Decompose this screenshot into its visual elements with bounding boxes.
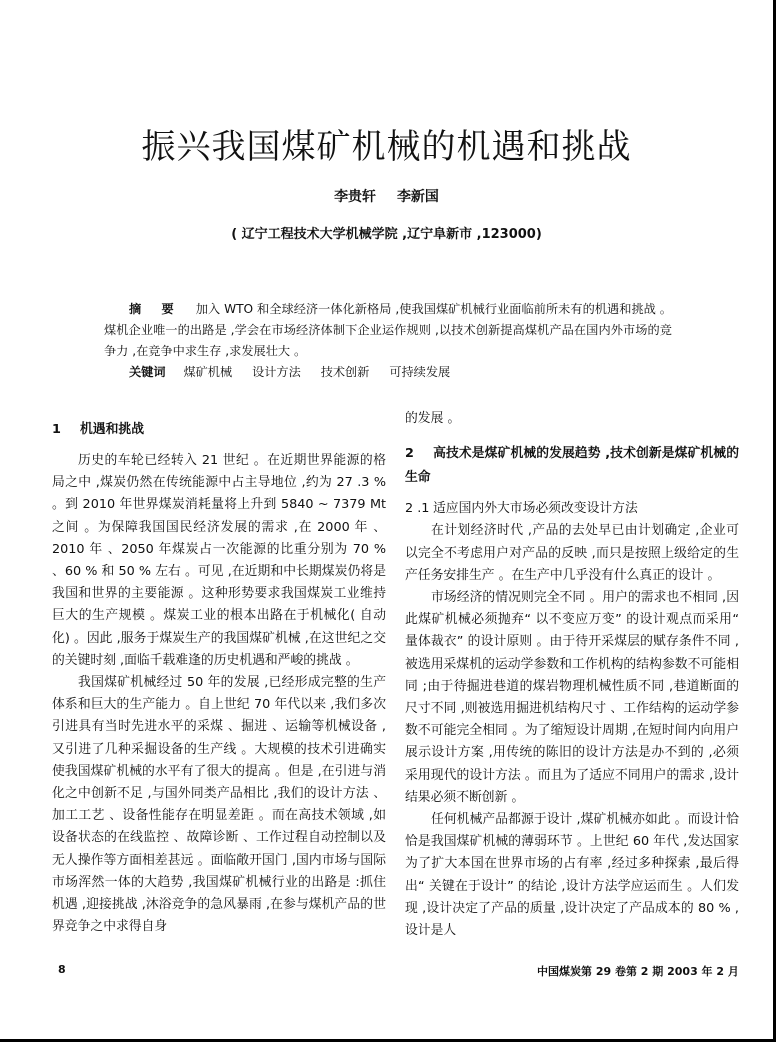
abstract-text: 加入 WTO 和全球经济一体化新格局 ,使我国煤矿机械行业面临前所未有的机遇和挑战 。煤机企业唯一的出路是 ,学会在市场经济体制下企业运作规则 ,以技术创新提高煤机产品在国内外市场的竞争力 ,在竞争中求生存 ,求发展壮大 。 — [104, 302, 672, 358]
left-column — [52, 404, 386, 938]
author-name: 李新国 — [396, 189, 439, 205]
body-paragraph: 任何机械产品都源于设计 ,煤矿机械亦如此 。而设计恰恰是我国煤矿机械的薄弱环节 。上世纪 60 年代 ,发达国家为了扩大本国在世界市场的占有率 ,经过多种探索 ,最后得出“ 关键在于设计” 的结论 ,设计方法学应运而生 。人们发现 ,设计决定了产品的质量 ,设计决定了产品成本的 80 % ,设计是人 — [405, 812, 739, 939]
section-title: 机遇和挑战 — [80, 422, 144, 437]
author-name: 李贵轩 — [334, 189, 377, 205]
abstract-block — [104, 299, 672, 383]
section-heading-2 — [405, 442, 739, 490]
abstract — [104, 299, 672, 362]
subsection-title: 适应国内外大市场必须改变设计方法 — [433, 501, 638, 517]
page-number: 8 — [58, 963, 66, 976]
section-number: 2 — [405, 446, 414, 462]
paper-title: 振兴我国煤矿机械的机遇和挑战 — [141, 127, 632, 167]
right-column — [405, 404, 739, 942]
keyword: 可持续发展 — [389, 365, 451, 379]
body-paragraph: 历史的车轮已经转入 21 世纪 。在近期世界能源的格局之中 ,煤炭仍然在传统能源中占主导地位 ,约为 27 .3 % 。到 2010 年世界煤炭消耗量将上升到 5840 ~ 7379 Mt 之间 。为保障我国国民经济发展的需求 ,在 2000 年 、2010 年 、2050 年煤炭占一次能源的比重分别为 70 % 、60 % 和 50 % 左右 。可见 ,在近期和中长期煤炭仍将是我国和世界的主要能源 。这种形势要求我国煤炭工业维持巨大的生产规模 。煤炭工业的根本出路在于机械化( 自动化) 。因此 ,服务于煤炭生产的我国煤矿机械 ,在这世纪之交的关键时刻 ,面临千载难逢的历史机遇和严峻的挑战 。 — [52, 453, 386, 668]
section-title: 高技术是煤矿机械的发展趋势 ,技术创新是煤矿机械的生命 — [405, 446, 739, 486]
body-paragraph: 市场经济的情况则完全不同 。用户的需求也不相同 ,因此煤矿机械必须抛弃“ 以不变应万变” 的设计观点而采用“ 量体裁衣” 的设计原则 。由于待开采煤层的赋存条件不同 ,被选用采煤机的运动学参数和工作机构的结构参数不可能相同 ;由于待掘进巷道的煤岩物理机械性质不同 ,巷道断面的尺寸不同 ,则被选用掘进机结构尺寸 、工作结构的运动学参数不可能完全相同 。为了缩短设计周期 ,在短时间内向用户展示设计方案 ,用传统的陈旧的设计方法是办不到的 ,必须采用现代的设计方法 。而且为了适应不同用户的需求 ,设计结果必须不断创新 。 — [405, 590, 739, 805]
keyword: 煤矿机械 — [183, 365, 233, 379]
continued-text: 的发展 。 — [405, 411, 461, 426]
abstract-label: 摘 要 — [129, 302, 182, 316]
section-heading-1 — [52, 418, 386, 442]
body-paragraph: 在计划经济时代 ,产品的去处早已由计划确定 ,企业可以完全不考虑用户对产品的反映 ,而只是按照上级给定的生产任务安排生产 。在生产中几乎没有什么真正的设计 。 — [405, 523, 739, 583]
journal-citation: 中国煤炭第 29 卷第 2 期 2003 年 2 月 — [537, 965, 739, 978]
keywords — [104, 362, 672, 383]
subsection-number: 2 .1 — [405, 501, 430, 517]
keywords-label: 关键词 — [129, 365, 166, 379]
keyword: 设计方法 — [252, 365, 301, 379]
keyword: 技术创新 — [320, 365, 370, 379]
affiliation: ( 辽宁工程技术大学机械学院 ,辽宁阜新市 ,123000) — [231, 227, 542, 242]
subsection-heading-2-1 — [405, 498, 739, 520]
body-paragraph: 我国煤矿机械经过 50 年的发展 ,已经形成完整的生产体系和巨大的生产能力 。自上世纪 70 年代以来 ,我们多次引进具有当时先进水平的采煤 、掘进 、运输等机械设备 ,又引进了几种采掘设备的生产线 。大规模的技术引进确实使我国煤矿机械的水平有了很大的提高 。但是 ,在引进与消化之中创新不足 ,与国外同类产品相比 ,我们的设计方法 、加工工艺 、设备性能存在明显差距 。而在高技术领域 ,如设备状态的在线监控 、故障诊断 、工作过程自动控制以及无人操作等方面相差甚远 。面临敞开国门 ,国内市场与国际市场浑然一体的大趋势 ,我国煤矿机械行业的出路是 :抓住机遇 ,迎接挑战 ,沐浴竞争的急风暴雨 ,在参与煤机产品的世界竞争之中求得自身 — [52, 675, 386, 935]
author-list — [0, 186, 773, 208]
section-number: 1 — [52, 422, 61, 437]
